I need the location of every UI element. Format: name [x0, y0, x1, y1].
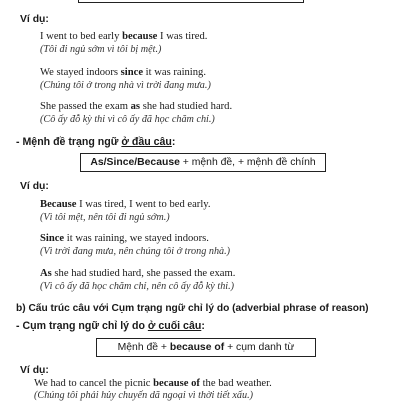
formula-box: As/Since/Because + mệnh đề, + mệnh đề chính [80, 153, 326, 172]
formula-box: Mệnh đề + because of + cụm danh từ [96, 338, 316, 357]
section-heading: - Cụm trạng ngữ chỉ lý do ở cuối câu: [16, 320, 205, 332]
example-label: Ví dụ: [20, 365, 49, 376]
example-translation: (Chúng tôi ở trong nhà vì trời đang mưa.) [40, 80, 211, 91]
example-sentence: We had to cancel the picnic because of the bad weather. [34, 378, 272, 389]
keyword: Because [40, 199, 77, 210]
example-translation: (Vì cô ấy đã học chăm chỉ, nên cô ấy đỗ kỳ thi.) [40, 281, 235, 292]
example-translation: (Vì tôi mệt, nên tôi đi ngủ sớm.) [40, 212, 170, 223]
example-translation: (Cô ấy đỗ kỳ thi vì cô ấy đã học chăm chỉ.) [40, 114, 215, 125]
example-translation: (Vì trời đang mưa, nên chúng tôi ở trong nhà.) [40, 246, 231, 257]
example-sentence: Because I was tired, I went to bed early. [40, 199, 211, 210]
keyword: since [120, 67, 144, 78]
keyword: As [40, 268, 52, 279]
example-translation: (Tôi đi ngủ sớm vì tôi bị mệt.) [40, 44, 162, 55]
example-label: Ví dụ: [20, 181, 49, 192]
keyword: because [122, 31, 158, 42]
top-formula-box-fragment [78, 0, 304, 3]
example-sentence: As she had studied hard, she passed the exam. [40, 268, 236, 279]
example-sentence: We stayed indoors since it was raining. [40, 67, 206, 78]
example-sentence: I went to bed early because I was tired. [40, 31, 208, 42]
keyword: because of [153, 378, 200, 389]
example-translation: (Chúng tôi phải hủy chuyến dã ngoại vì thời tiết xấu.) [34, 390, 254, 401]
example-sentence: Since it was raining, we stayed indoors. [40, 233, 209, 244]
subsection-heading: b) Cấu trúc câu với Cụm trạng ngữ chỉ lý do (adverbial phrase of reason) [16, 303, 369, 314]
example-label: Ví dụ: [20, 14, 49, 25]
example-sentence: She passed the exam as she had studied hard. [40, 101, 233, 112]
keyword: as [130, 101, 141, 112]
section-heading: - Mệnh đề trạng ngữ ở đầu câu: [16, 136, 176, 148]
keyword: Since [40, 233, 65, 244]
